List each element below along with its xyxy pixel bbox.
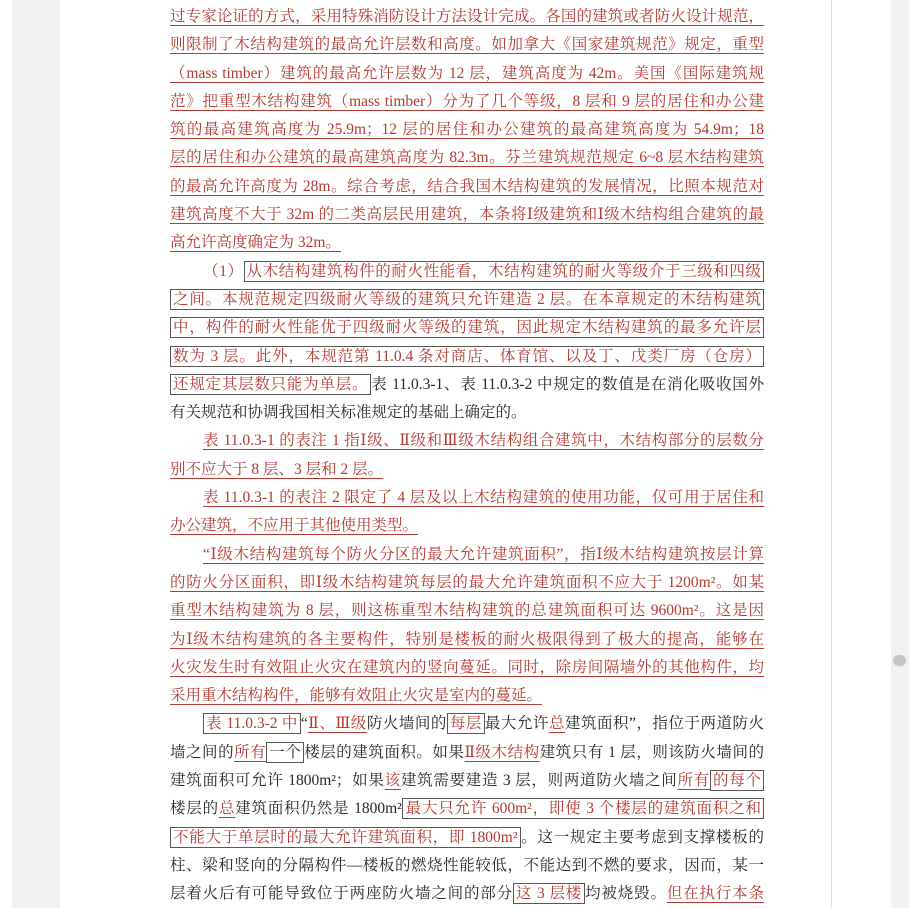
text-line [170, 371, 764, 399]
text-line [170, 88, 764, 116]
text-line [170, 456, 764, 484]
scrollbar-track[interactable] [891, 0, 909, 908]
text-line [170, 654, 764, 682]
text-segment: 数为 3 层。此外，本规范第 11.0.4 条对商店、体育馆、以及丁、戊类厂房（仓房） [170, 346, 764, 367]
text-segment: 层的居住和办公建筑的最高建筑高度为 82.3m。芬兰建筑规范规定 6~8 层木结构建筑 [170, 149, 764, 167]
text-segment: 还规定其层数只能为单层。 [170, 374, 371, 395]
text-line [170, 60, 764, 88]
text-segment: 表 11.0.3-1 的表注 2 限定了 4 层及以上木结构建筑的使用功能，仅可用于居住和 [203, 489, 764, 507]
text-segment: 均被烧毁。 [585, 885, 667, 903]
text-segment: 筑的最高建筑高度为 25.9m；12 层的居住和办公建筑的最高建筑高度为 54.9m；18 [170, 121, 764, 139]
text-segment: 过专家论证的方式，采用特殊消防设计方法设计完成。各国的建筑或者防火设计规范， [170, 8, 764, 25]
text-line [170, 229, 764, 257]
text-segment: 范》把重型木结构建筑（mass timber）分为了几个等级，8 层和 9 层的居住和办公建 [170, 92, 764, 110]
text-segment: 建筑面积可允许 1800m²；如果 [170, 772, 385, 790]
right-page-margin [831, 0, 891, 908]
text-segment: 表 11.0.3-1 的表注 1 指Ⅰ级、Ⅱ级和Ⅲ级木结构组合建筑中，木结构部分的层数分 [203, 432, 764, 450]
text-line [170, 682, 764, 710]
text-segment: 总 [548, 715, 565, 733]
text-segment: 的防火分区面积，即Ⅰ级木结构建筑每层的最大允许建筑面积不应大于 1200m²。如某 [170, 573, 764, 591]
text-line [170, 3, 764, 31]
left-workspace-gutter [12, 0, 59, 908]
text-segment: 但在执行本条 [666, 885, 764, 903]
text-segment: 建筑高度不大于 32m 的二类高层民用建筑，本条将Ⅰ级建筑和Ⅰ级木结构组合建筑的最 [170, 206, 764, 224]
text-line [170, 710, 764, 738]
text-segment: 层着火后有可能导致位于两座防火墙之间的部分 [170, 885, 513, 903]
text-segment: 该 [384, 772, 401, 790]
text-segment: 采用重木结构构件，能够有效阻止火灾是室内的蔓延。 [170, 687, 543, 705]
text-line [170, 399, 764, 427]
text-segment: Ⅱ、Ⅲ级 [307, 715, 367, 733]
text-segment: 办公建筑，不应用于其他使用类型。 [170, 517, 419, 535]
text-line [170, 739, 764, 767]
text-segment: 所有 [677, 772, 710, 790]
text-column [170, 3, 764, 909]
text-segment: 最大允许 [484, 715, 549, 733]
text-segment: 别不应大于 8 层、3 层和 2 层。 [170, 460, 384, 478]
text-segment: 有关规范和协调我国相关标准规定的基础上确定的。 [170, 404, 527, 422]
text-segment: 中，构件的耐火性能优于四级耐火等级的建筑，因此规定木结构建筑的最多允许层 [170, 317, 764, 338]
text-line [170, 880, 764, 908]
text-segment: 建筑只有 1 层，则该防火墙间的 [539, 743, 764, 761]
text-line [170, 286, 764, 314]
text-line [170, 314, 764, 342]
text-segment: 之间。本规范规定四级耐火等级的建筑只允许建造 2 层。在本章规定的木结构建筑 [170, 289, 764, 310]
text-line [170, 767, 764, 795]
text-segment: 火灾发生时有效阻止火灾在建筑内的竖向蔓延。同时，除房间隔墙外的其他构件，均 [170, 658, 764, 676]
text-line [170, 569, 764, 597]
text-line [170, 541, 764, 569]
text-segment: 从木结构建筑构件的耐火性能看，木结构建筑的耐火等级介于三级和四级 [244, 261, 764, 282]
text-segment: 每层 [447, 713, 485, 734]
text-segment: 总 [218, 800, 236, 818]
text-segment: 为Ⅰ级木结构建筑的各主要构件，特别是楼板的耐火极限得到了极大的提高，能够在 [170, 630, 764, 648]
text-segment: 建筑面积”，指位于两道防火 [564, 715, 764, 733]
text-line [170, 824, 764, 852]
text-segment: 墙之间的 [170, 743, 235, 761]
text-segment: 的最高允许高度为 28m。综合考虑，结合我国木结构建筑的发展情况，比照本规范对 [170, 177, 764, 195]
text-segment: （1） [203, 262, 244, 280]
text-line [170, 201, 764, 229]
text-line [170, 31, 764, 59]
text-segment: 表 11.0.3-1、表 11.0.3-2 中规定的数值是在消化吸收国外 [371, 375, 764, 393]
text-segment: 最大只允许 600m²，即使 3 个楼层的建筑面积之和 [402, 798, 764, 819]
text-segment: “ [300, 715, 308, 733]
text-segment: 所有 [234, 743, 267, 761]
text-segment: 建筑面积仍然是 1800m² [235, 800, 402, 818]
text-line [170, 852, 764, 880]
text-line [170, 343, 764, 371]
text-line [170, 173, 764, 201]
text-segment: 楼层的建筑面积。如果 [304, 743, 465, 761]
text-segment: 则限制了木结构建筑的最高允许层数和高度。如加拿大《国家建筑规范》规定，重型 [170, 36, 764, 54]
text-segment: 建筑需要建造 3 层，则两道防火墙之间 [400, 772, 678, 790]
text-line [170, 258, 764, 286]
text-segment: 楼层的 [170, 800, 219, 818]
text-line [170, 116, 764, 144]
text-line [170, 597, 764, 625]
text-segment: 一个 [266, 742, 304, 763]
text-line [170, 795, 764, 823]
scrollbar-thumb[interactable] [893, 655, 906, 666]
text-segment: （mass timber）建筑的最高允许层数为 12 层，建筑高度为 42m。美国《国际建筑规 [170, 64, 764, 82]
text-line [170, 626, 764, 654]
text-segment: 表 11.0.3-2 中 [203, 713, 301, 734]
text-segment: 重型木结构建筑为 8 层，则这栋重型木结构建筑的总建筑面积可达 9600m²。这是因 [170, 602, 764, 620]
text-line [170, 484, 764, 512]
text-segment: 。这一规定主要考虑到支撑楼板的 [520, 828, 764, 846]
text-segment: “Ⅰ级木结构建筑每个防火分区的最大允许建筑面积”，指Ⅰ级木结构建筑按层计算 [203, 545, 764, 563]
text-segment: 不能大于单层时的最大允许建筑面积，即 1800m² [170, 827, 521, 848]
text-segment: 防火墙间的 [366, 715, 447, 733]
text-line [170, 512, 764, 540]
text-segment: 的每个 [710, 770, 764, 791]
text-line [170, 427, 764, 455]
text-segment: 这 3 层楼 [513, 883, 585, 904]
text-segment: Ⅱ级木结构 [464, 743, 540, 761]
text-segment: 柱、梁和竖向的分隔构件—楼板的燃烧性能较低，不能达到不燃的要求，因而，某一 [170, 856, 764, 874]
text-line [170, 144, 764, 172]
text-segment: 高允许高度确定为 32m。 [170, 234, 341, 252]
